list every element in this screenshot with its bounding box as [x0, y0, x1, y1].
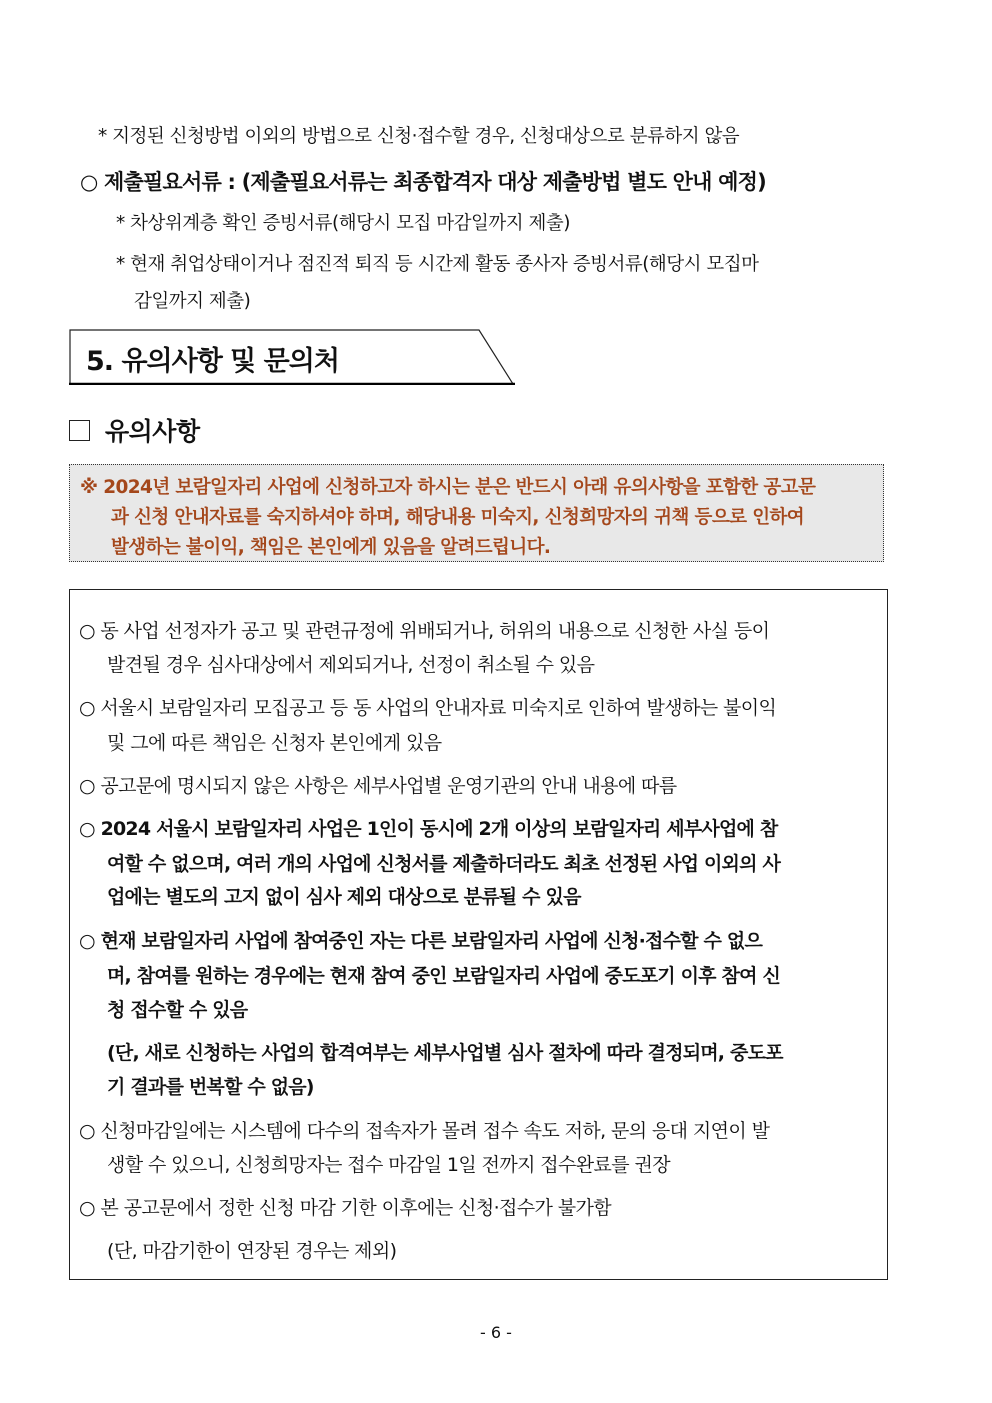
caution-4-line-3: 업에는 별도의 고지 없이 심사 제외 대상으로 분류될 수 있음 — [107, 886, 581, 908]
section-header — [69, 329, 515, 385]
caution-5-line-1: ○ 현재 보람일자리 사업에 참여중인 자는 다른 보람일자리 사업에 신청·접수할 수 없으 — [79, 930, 762, 952]
notice-line-1: ※ 2024년 보람일자리 사업에 신청하고자 하시는 분은 반드시 아래 유의사항을 포함한 공고문 — [80, 477, 816, 498]
square-bullet-icon — [69, 420, 90, 441]
caution-4-line-1: ○ 2024 서울시 보람일자리 사업은 1인이 동시에 2개 이상의 보람일자리 세부사업에 참 — [79, 818, 778, 840]
caution-7-note: (단, 마감기한이 연장된 경우는 제외) — [107, 1240, 397, 1262]
caution-7-line-1: ○ 본 공고문에서 정한 신청 마감 기한 이후에는 신청·접수가 불가함 — [79, 1197, 611, 1219]
required-docs-note-1: * 차상위계층 확인 증빙서류(해당시 모집 마감일까지 제출) — [116, 213, 571, 234]
caution-2-line-2: 및 그에 따른 책임은 신청자 본인에게 있음 — [107, 732, 442, 754]
note-apply-method: * 지정된 신청방법 이외의 방법으로 신청·접수할 경우, 신청대상으로 분류하지 않음 — [98, 126, 740, 147]
caution-5-line-2: 며, 참여를 원하는 경우에는 현재 참여 중인 보람일자리 사업에 중도포기 이후 참여 신 — [107, 965, 781, 987]
caution-4-line-2: 여할 수 없으며, 여러 개의 사업에 신청서를 제출하더라도 최초 선정된 사업 이외의 사 — [107, 853, 781, 875]
caution-3-line-1: ○ 공고문에 명시되지 않은 사항은 세부사업별 운영기관의 안내 내용에 따름 — [79, 775, 677, 797]
notice-line-2: 과 신청 안내자료를 숙지하셔야 하며, 해당내용 미숙지, 신청희망자의 귀책 등으로 인하여 — [111, 507, 805, 528]
notice-line-3: 발생하는 불이익, 책임은 본인에게 있음을 알려드립니다. — [111, 537, 551, 558]
caution-6-line-1: ○ 신청마감일에는 시스템에 다수의 접속자가 몰려 접수 속도 저하, 문의 응대 지연이 발 — [79, 1120, 770, 1142]
required-docs-heading: ○ 제출필요서류 : (제출필요서류는 최종합격자 대상 제출방법 별도 안내 예정) — [80, 170, 766, 194]
caution-6-line-2: 생할 수 있으니, 신청희망자는 접수 마감일 1일 전까지 접수완료를 권장 — [107, 1154, 670, 1176]
required-docs-note-2: * 현재 취업상태이거나 점진적 퇴직 등 시간제 활동 종사자 증빙서류(해당시 모집마 — [116, 254, 759, 275]
caution-1-line-1: ○ 동 사업 선정자가 공고 및 관련규정에 위배되거나, 허위의 내용으로 신청한 사실 등이 — [79, 620, 770, 642]
caution-1-line-2: 발견될 경우 심사대상에서 제외되거나, 선정이 취소될 수 있음 — [107, 654, 595, 676]
required-docs-note-2-cont: 감일까지 제출) — [134, 291, 251, 312]
section-title: 5. 유의사항 및 문의처 — [86, 346, 339, 377]
caution-5-note-line-1: (단, 새로 신청하는 사업의 합격여부는 세부사업별 심사 절차에 따라 결정되며, 중도포 — [107, 1042, 783, 1064]
cautions-box — [69, 589, 888, 1280]
notice-box — [69, 464, 884, 562]
caution-2-line-1: ○ 서울시 보람일자리 모집공고 등 동 사업의 안내자료 미숙지로 인하여 발생하는 불이익 — [79, 697, 777, 719]
caution-5-note-line-2: 기 결과를 번복할 수 없음) — [107, 1076, 314, 1098]
subheading — [69, 412, 200, 448]
caution-5-line-3: 청 접수할 수 있음 — [107, 999, 248, 1021]
subheading-label: 유의사항 — [105, 417, 200, 446]
page-number: - 6 - — [480, 1323, 512, 1342]
